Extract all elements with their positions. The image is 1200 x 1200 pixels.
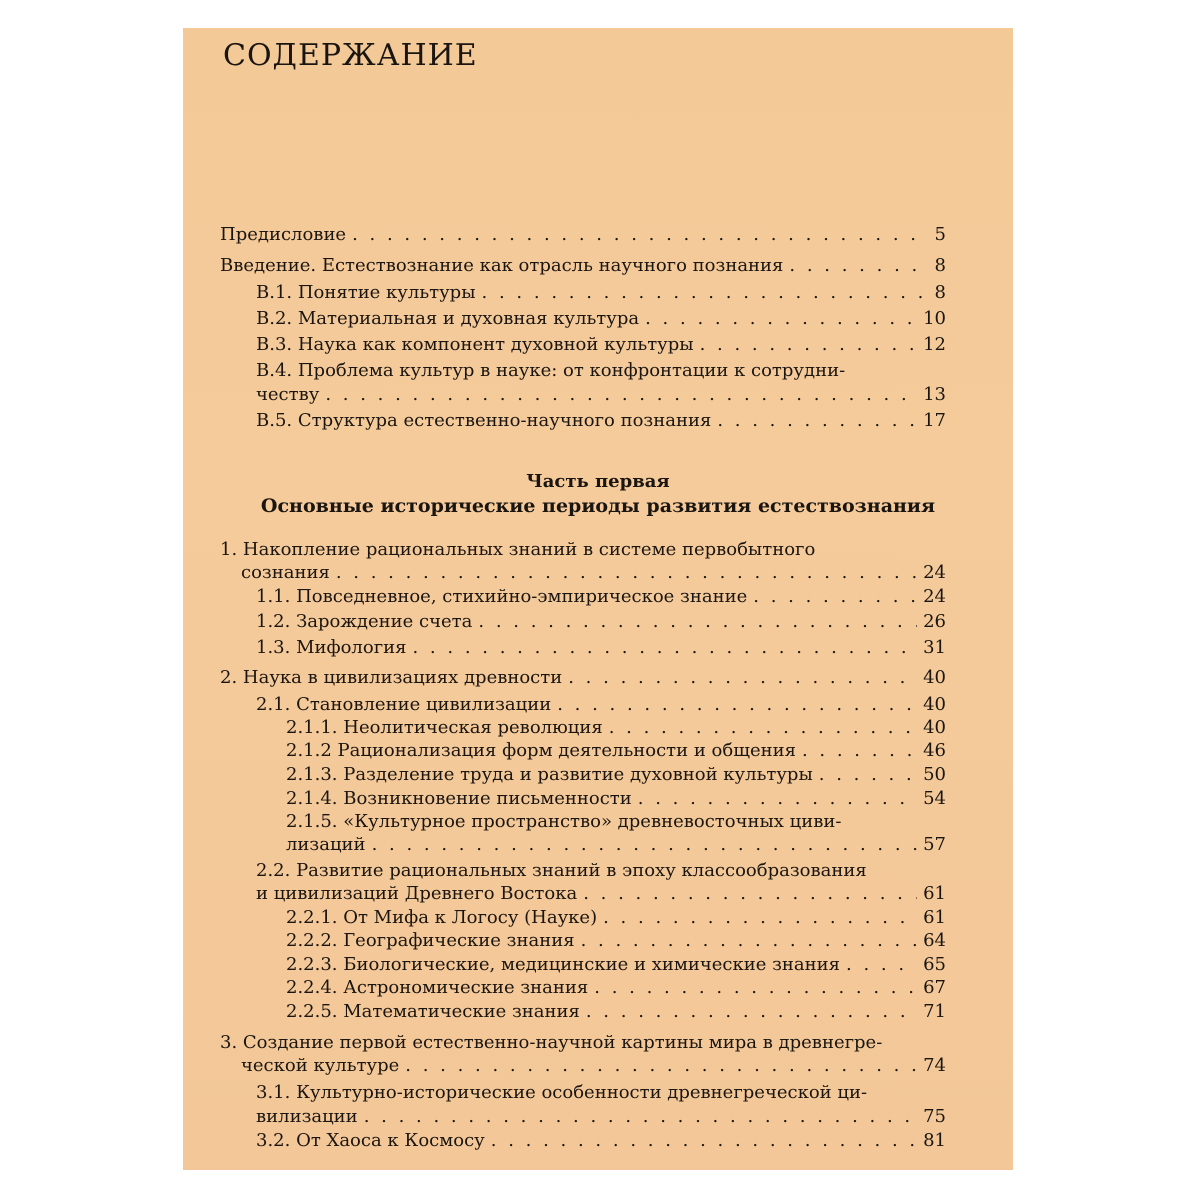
toc-entry — [220, 223, 946, 246]
toc-entry — [256, 1129, 946, 1152]
toc-entry-text: 2.1.2 Рационализация форм деятельности и общения — [286, 740, 796, 761]
toc-entry-page: 61 — [923, 883, 946, 904]
toc-entry-page: 40 — [923, 667, 946, 688]
toc-entry — [256, 333, 946, 356]
book-page — [183, 28, 1013, 1170]
toc-entry-page: 71 — [923, 1001, 946, 1022]
toc-entry-text: 2.1.3. Разделение труда и развитие духовной культуры — [286, 764, 813, 785]
toc-entry-page: 61 — [923, 907, 946, 928]
toc-entry-text: 2.1.1. Неолитическая революция — [286, 717, 603, 738]
toc-entry — [256, 585, 946, 608]
toc-entry — [256, 636, 946, 659]
toc-entry — [286, 833, 946, 856]
toc-entry-page: 31 — [923, 637, 946, 658]
toc-entry — [286, 787, 946, 810]
toc-entry-text: 2.1. Становление цивилизации — [256, 694, 552, 715]
part-label: Часть первая — [526, 471, 670, 492]
toc-entry-page: 13 — [923, 384, 946, 405]
toc-entry-page: 65 — [923, 954, 946, 975]
toc-entry-text: 3. Создание первой естественно-научной картины мира в древнегре- — [220, 1032, 883, 1053]
toc-entry-text: Введение. Естествознание как отрасль научного познания — [220, 255, 784, 276]
toc-entry-page: 54 — [923, 788, 946, 809]
toc-entry-page: 24 — [923, 586, 946, 607]
toc-entry — [256, 610, 946, 633]
toc-entry — [286, 739, 946, 762]
toc-entry-text: 1.1. Повседневное, стихийно-эмпирическое знание — [256, 586, 748, 607]
toc-entry — [286, 976, 946, 999]
toc-entry-page: 40 — [923, 694, 946, 715]
toc-entry-page: 64 — [923, 930, 946, 951]
toc-entry — [220, 666, 946, 689]
toc-entry-text: В.2. Материальная и духовная культура — [256, 308, 640, 329]
toc-entry-page: 40 — [923, 717, 946, 738]
toc-entry-text: В.1. Понятие культуры — [256, 282, 476, 303]
toc-entry-text: 2.2.4. Астрономические знания — [286, 977, 589, 998]
toc-entry-text: 2.2. Развитие рациональных знаний в эпоху классообразования — [256, 860, 867, 881]
toc-entry — [256, 693, 946, 716]
toc-entry-text: честву — [256, 384, 320, 405]
toc-entry-text: ческой культуре — [241, 1055, 400, 1076]
toc-entry-text: и цивилизаций Древнего Востока — [256, 883, 578, 904]
part-title: Основные исторические периоды развития естествознания — [260, 495, 936, 517]
toc-entry-text: 2.1.5. «Культурное пространство» древневосточных циви- — [286, 811, 842, 832]
toc-entry — [286, 906, 946, 929]
toc-entry-text: 3.2. От Хаоса к Космосу — [256, 1130, 485, 1151]
toc-entry — [256, 882, 946, 905]
toc-entry-text: 2.2.3. Биологические, медицинские и химические знания — [286, 954, 841, 975]
toc-entry-page: 46 — [923, 740, 946, 761]
toc-entry — [220, 254, 946, 277]
toc-entry-text: 3.1. Культурно-исторические особенности древнегреческой ци- — [256, 1082, 868, 1103]
toc-entry — [286, 716, 946, 739]
toc-entry-text: В.3. Наука как компонент духовной культуры — [256, 334, 694, 355]
toc-entry-text: Предисловие — [220, 224, 347, 245]
toc-entry — [256, 1105, 946, 1128]
toc-entry-page: 12 — [923, 334, 946, 355]
toc-entry-text: 2.2.1. От Мифа к Логосу (Науке) — [286, 907, 598, 928]
toc-entry-page: 26 — [923, 611, 946, 632]
toc-entry-page: 5 — [934, 224, 946, 245]
toc-entry-page: 74 — [923, 1055, 946, 1076]
toc-entry-text: лизаций — [286, 834, 366, 855]
toc-entry-page: 10 — [923, 308, 946, 329]
toc-entry — [286, 929, 946, 952]
toc-entry — [256, 383, 946, 406]
toc-entry-page: 75 — [923, 1106, 946, 1127]
toc-entry-text: 1.3. Мифология — [256, 637, 407, 658]
toc-entry-page: 8 — [934, 282, 946, 303]
toc-entry-page: 57 — [923, 834, 946, 855]
toc-entry-page: 81 — [923, 1130, 946, 1151]
toc-entry-text: 1. Накопление рациональных знаний в системе первобытного — [220, 539, 816, 560]
toc-entry-text: В.4. Проблема культур в науке: от конфронтации к сотрудни- — [256, 360, 846, 381]
toc-entry-text: 2. Наука в цивилизациях древности — [220, 667, 563, 688]
toc-entry-text: 2.2.5. Математические знания — [286, 1001, 580, 1022]
toc-entry — [241, 561, 946, 584]
toc-entry-page: 24 — [923, 562, 946, 583]
toc-entry-page: 50 — [923, 764, 946, 785]
toc-entry-text: 2.2.2. Географические знания — [286, 930, 575, 951]
toc-entry — [241, 1054, 946, 1077]
toc-entry-page: 8 — [934, 255, 946, 276]
toc-entry — [256, 307, 946, 330]
toc-entry-text: 1.2. Зарождение счета — [256, 611, 473, 632]
toc-entry-text: 2.1.4. Возникновение письменности — [286, 788, 632, 809]
toc-entry-text: вилизации — [256, 1106, 358, 1127]
page-title: СОДЕРЖАНИЕ — [223, 38, 478, 73]
toc-entry-page: 17 — [923, 410, 946, 431]
toc-entry-text: сознания — [241, 562, 330, 583]
toc-entry — [286, 953, 946, 976]
toc-entry — [256, 281, 946, 304]
toc-entry — [286, 1000, 946, 1023]
toc-entry-text: В.5. Структура естественно-научного познания — [256, 410, 712, 431]
toc-entry — [286, 763, 946, 786]
toc-entry — [256, 409, 946, 432]
toc-entry-page: 67 — [923, 977, 946, 998]
